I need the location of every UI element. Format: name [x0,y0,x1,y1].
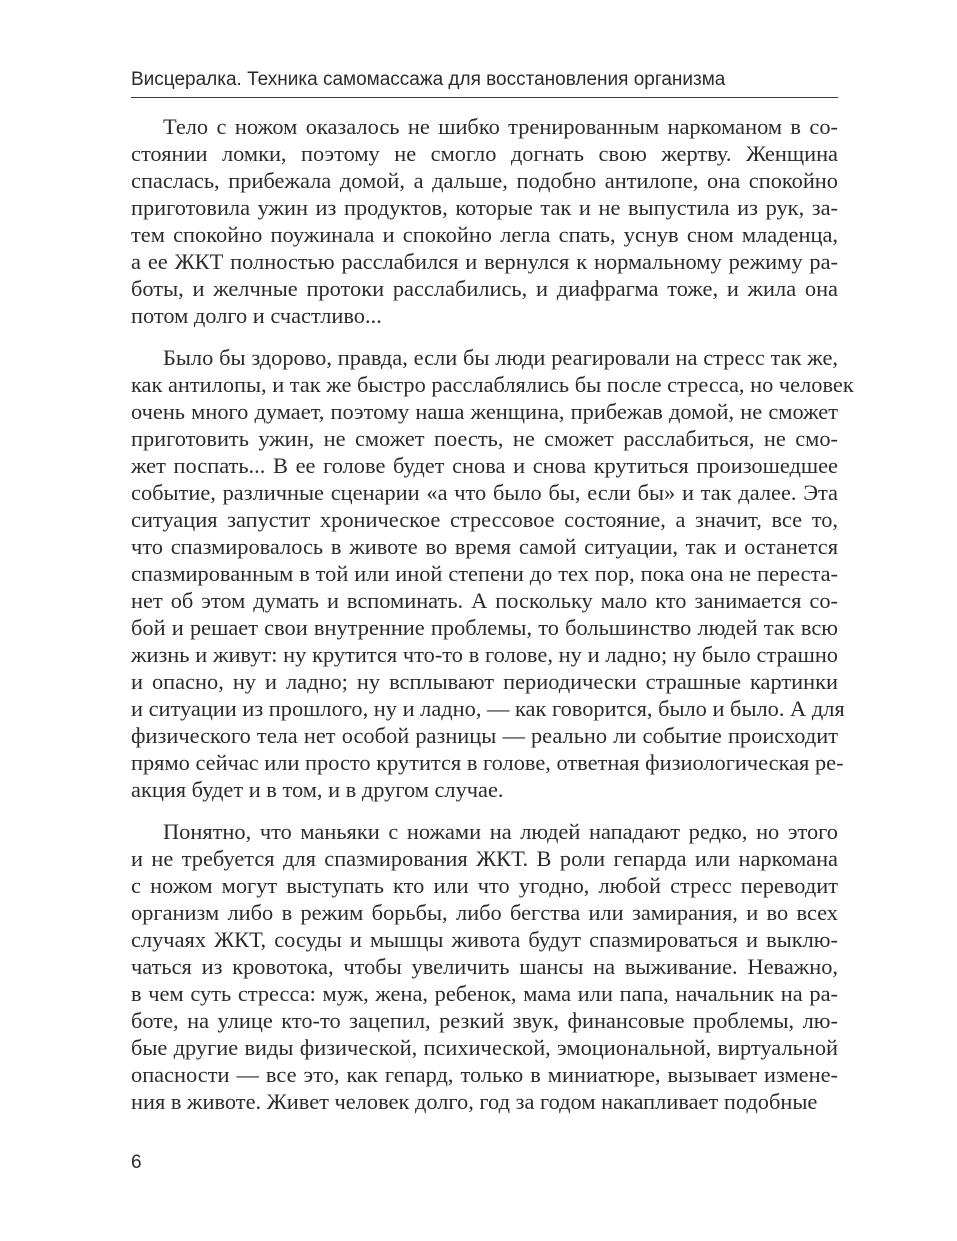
text-line: потом долго и счастливо... [131,303,382,328]
text-line: боты, и желчные протоки расслабились, и диафрагма тоже, и жила она [131,276,838,301]
text-line: что спазмировалось в животе во время самой ситуации, так и останется [131,534,838,559]
text-line: физического тела нет особой разницы — реально ли событие происходит [131,723,838,748]
paragraph [131,113,838,329]
text-line: жет поспать... В ее голове будет снова и снова крутиться произошедшее [131,453,838,478]
text-line: и ситуации из прошлого, ну и ладно, — как говорится, было и было. А для [131,696,845,721]
text-line: очень много думает, поэтому наша женщина, прибежав домой, не сможет [131,399,838,424]
text-line: спаслась, прибежала домой, а дальше, подобно антилопе, она спокойно [131,168,838,193]
text-line: бые другие виды физической, психической, эмоциональной, виртуальной [131,1035,838,1060]
text-line: случаях ЖКТ, сосуды и мышцы живота будут спазмироваться и выклю- [131,927,838,952]
text-line: в чем суть стресса: муж, жена, ребенок, мама или папа, начальник на ра- [131,981,838,1006]
running-header-title: Висцералка. Техника самомассажа для восстановления организма [131,69,726,90]
text-line: а ее ЖКТ полностью расслабился и вернулся к нормальному режиму ра- [131,249,838,274]
text-line: стоянии ломки, поэтому не смогло догнать свою жертву. Женщина [131,141,838,166]
text-line: акция будет и в том, и в другом случае. [131,777,504,802]
text-line: событие, различные сценарии «а что было бы, если бы» и так далее. Эта [131,480,838,505]
text-line: Понятно, что маньяки с ножами на людей нападают редко, но этого [163,819,838,844]
header-divider [131,97,838,98]
text-line: приготовила ужин из продуктов, которые так и не выпустила из рук, за- [131,195,838,220]
text-line: приготовить ужин, не сможет поесть, не сможет расслабиться, не смо- [131,426,838,451]
text-line: опасности — все это, как гепард, только в миниатюре, вызывает измене- [131,1062,838,1087]
paragraph [131,818,838,1115]
text-line: жизнь и живут: ну крутится что-то в голове, ну и ладно; ну было страшно [131,642,838,667]
page-number: 6 [131,1152,142,1173]
text-line: Тело с ножом оказалось не шибко тренированным наркоманом в со- [163,114,838,139]
text-line: тем спокойно поужинала и спокойно легла спать, уснув сном младенца, [131,222,838,247]
text-line: ситуация запустит хроническое стрессовое состояние, а значит, все то, [131,507,838,532]
body-text [131,113,854,1130]
text-line: прямо сейчас или просто крутится в голове, ответная физиологическая ре- [131,750,844,775]
text-line: и опасно, ну и ладно; ну всплывают периодически страшные картинки [131,669,838,694]
text-line: чаться из кровотока, чтобы увеличить шансы на выживание. Неважно, [131,954,838,979]
text-line: Было бы здорово, правда, если бы люди реагировали на стресс так же, [163,345,838,370]
text-line: как антилопы, и так же быстро расслаблялись бы после стресса, но человек [131,372,854,397]
text-line: ния в животе. Живет человек долго, год за годом накапливает подобные [131,1089,818,1114]
text-line: спазмированным в той или иной степени до тех пор, пока она не переста- [131,561,838,586]
text-line: боте, на улице кто-то зацепил, резкий звук, финансовые проблемы, лю- [131,1008,838,1033]
text-line: бой и решает свои внутренние проблемы, то большинство людей так всю [131,615,838,640]
text-line: нет об этом думать и вспоминать. А поскольку мало кто занимается со- [131,588,838,613]
text-line: с ножом могут выступать кто или что угодно, любой стресс переводит [131,873,838,898]
text-line: и не требуется для спазмирования ЖКТ. В роли гепарда или наркомана [131,846,838,871]
paragraph [131,344,854,803]
text-line: организм либо в режим борьбы, либо бегства или замирания, и во всех [131,900,838,925]
